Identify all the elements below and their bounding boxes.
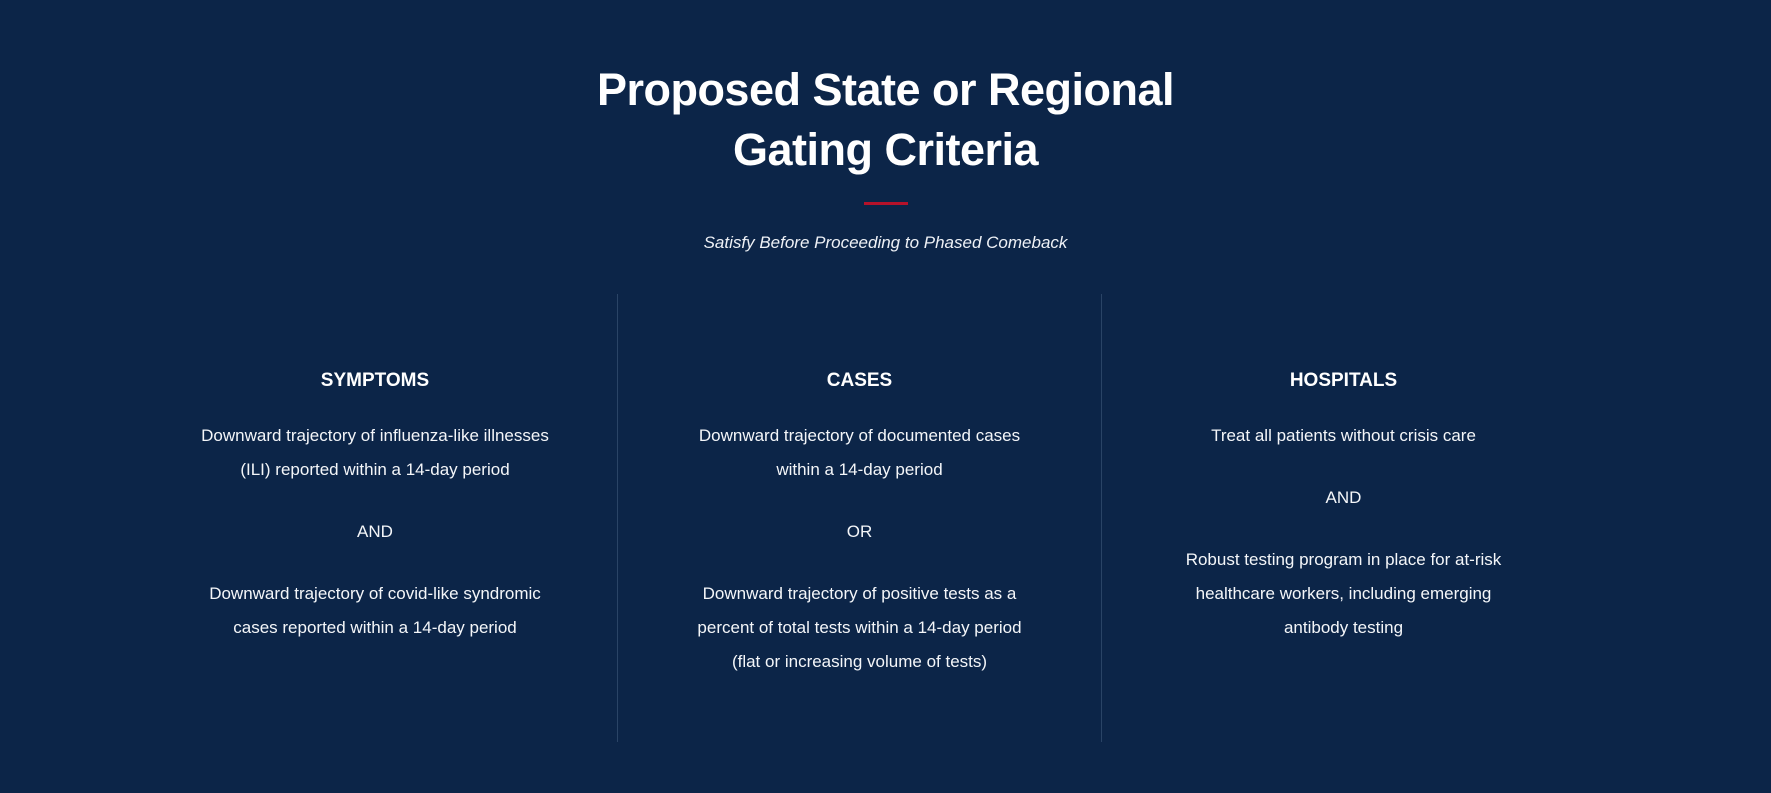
hospitals-criterion-1: Treat all patients without crisis care bbox=[1211, 426, 1476, 445]
cases-heading: CASES bbox=[826, 370, 893, 391]
hospitals-column bbox=[1101, 294, 1585, 742]
page-header bbox=[0, 60, 1771, 253]
hospitals-criterion-2: Robust testing program in place for at-risk healthcare workers, including emerging antibody testing bbox=[1185, 550, 1502, 637]
cases-column bbox=[617, 294, 1101, 742]
symptoms-heading: SYMPTOMS bbox=[320, 370, 430, 391]
criteria-columns bbox=[133, 294, 1585, 742]
hospitals-heading: HOSPITALS bbox=[1289, 370, 1398, 391]
symptoms-criterion-1: Downward trajectory of influenza-like illnesses (ILI) reported within a 14-day period bbox=[201, 426, 549, 479]
title-divider bbox=[864, 202, 908, 205]
hospitals-connector: AND bbox=[1325, 488, 1362, 507]
page-title: Proposed State or Regional Gating Criteria bbox=[596, 64, 1175, 175]
cases-criterion-1: Downward trajectory of documented cases within a 14-day period bbox=[698, 426, 1021, 479]
symptoms-criterion-2: Downward trajectory of covid-like syndromic cases reported within a 14-day period bbox=[209, 584, 541, 637]
symptoms-connector: AND bbox=[357, 522, 393, 541]
symptoms-column bbox=[133, 294, 617, 742]
cases-criterion-2: Downward trajectory of positive tests as a percent of total tests within a 14-day period (flat or increasing volume of tests) bbox=[697, 584, 1022, 671]
page-subtitle: Satisfy Before Proceeding to Phased Comeback bbox=[703, 233, 1068, 252]
cases-connector: OR bbox=[846, 522, 873, 541]
